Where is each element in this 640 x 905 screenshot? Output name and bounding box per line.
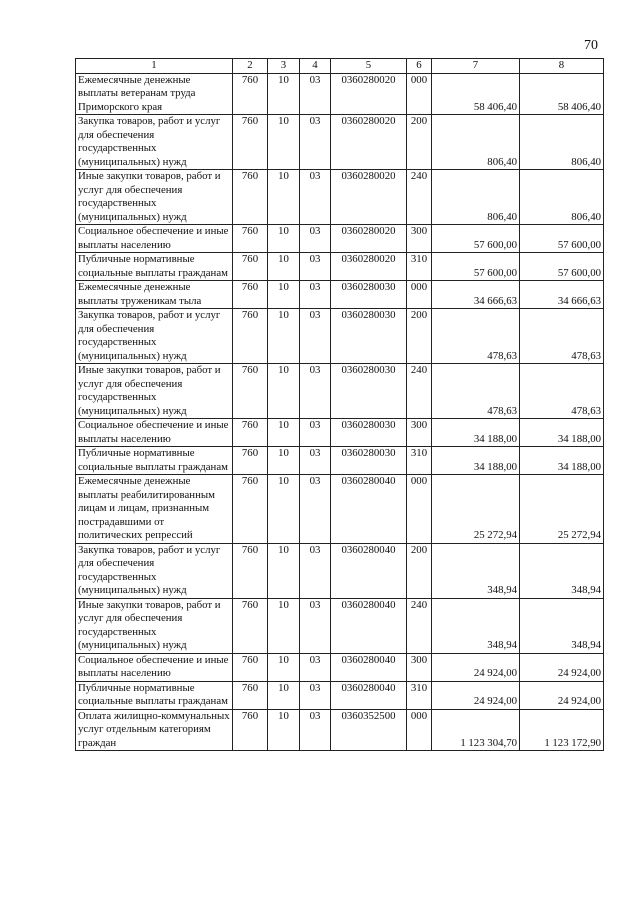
admin-code-cell: 760 — [233, 653, 268, 681]
amount-col-8-cell: 24 924,00 — [520, 681, 604, 709]
section-cell: 10 — [268, 364, 300, 419]
amount-col-7-cell: 348,94 — [432, 598, 520, 653]
target-article-cell: 0360352500 — [331, 709, 407, 751]
subsection-cell: 03 — [300, 253, 331, 281]
expense-type-cell: 310 — [407, 253, 432, 281]
amount-col-8-cell: 478,63 — [520, 309, 604, 364]
target-article-cell: 0360280020 — [331, 73, 407, 115]
target-article-cell: 0360280020 — [331, 115, 407, 170]
target-article-cell: 0360280020 — [331, 253, 407, 281]
expense-type-cell: 310 — [407, 447, 432, 475]
budget-table — [75, 58, 604, 751]
admin-code-cell: 760 — [233, 281, 268, 309]
item-name-cell: Ежемесячные денежные выплаты труженикам тыла — [76, 281, 233, 309]
table-row — [76, 681, 604, 709]
amount-col-8-cell: 806,40 — [520, 170, 604, 225]
target-article-cell: 0360280030 — [331, 309, 407, 364]
table-header-row — [76, 59, 604, 74]
item-name-cell: Иные закупки товаров, работ и услуг для обеспечения государственных (муниципальных) нужд — [76, 598, 233, 653]
expense-type-cell: 240 — [407, 598, 432, 653]
subsection-cell: 03 — [300, 281, 331, 309]
amount-col-7-cell: 34 188,00 — [432, 419, 520, 447]
target-article-cell: 0360280040 — [331, 543, 407, 598]
table-row — [76, 364, 604, 419]
target-article-cell: 0360280030 — [331, 364, 407, 419]
admin-code-cell: 760 — [233, 447, 268, 475]
item-name-cell: Иные закупки товаров, работ и услуг для обеспечения государственных (муниципальных) нужд — [76, 364, 233, 419]
section-cell: 10 — [268, 653, 300, 681]
subsection-cell: 03 — [300, 475, 331, 544]
amount-col-7-cell: 806,40 — [432, 170, 520, 225]
admin-code-cell: 760 — [233, 115, 268, 170]
table-row — [76, 419, 604, 447]
target-article-cell: 0360280020 — [331, 170, 407, 225]
amount-col-8-cell: 34 188,00 — [520, 419, 604, 447]
expense-type-cell: 300 — [407, 419, 432, 447]
header-col-3: 3 — [268, 59, 300, 74]
section-cell: 10 — [268, 309, 300, 364]
subsection-cell: 03 — [300, 681, 331, 709]
table-row — [76, 598, 604, 653]
item-name-cell: Социальное обеспечение и иные выплаты населению — [76, 419, 233, 447]
header-col-7: 7 — [432, 59, 520, 74]
admin-code-cell: 760 — [233, 475, 268, 544]
amount-col-8-cell: 806,40 — [520, 115, 604, 170]
amount-col-7-cell: 58 406,40 — [432, 73, 520, 115]
subsection-cell: 03 — [300, 653, 331, 681]
target-article-cell: 0360280030 — [331, 419, 407, 447]
target-article-cell: 0360280030 — [331, 281, 407, 309]
section-cell: 10 — [268, 281, 300, 309]
expense-type-cell: 240 — [407, 170, 432, 225]
amount-col-8-cell: 478,63 — [520, 364, 604, 419]
subsection-cell: 03 — [300, 709, 331, 751]
admin-code-cell: 760 — [233, 598, 268, 653]
amount-col-7-cell: 478,63 — [432, 309, 520, 364]
item-name-cell: Публичные нормативные социальные выплаты гражданам — [76, 253, 233, 281]
admin-code-cell: 760 — [233, 419, 268, 447]
expense-type-cell: 300 — [407, 653, 432, 681]
section-cell: 10 — [268, 115, 300, 170]
table-row — [76, 73, 604, 115]
header-col-4: 4 — [300, 59, 331, 74]
expense-type-cell: 000 — [407, 281, 432, 309]
item-name-cell: Публичные нормативные социальные выплаты гражданам — [76, 447, 233, 475]
item-name-cell: Публичные нормативные социальные выплаты гражданам — [76, 681, 233, 709]
amount-col-7-cell: 34 666,63 — [432, 281, 520, 309]
target-article-cell: 0360280040 — [331, 653, 407, 681]
expense-type-cell: 200 — [407, 115, 432, 170]
table-row — [76, 253, 604, 281]
item-name-cell: Закупка товаров, работ и услуг для обеспечения государственных (муниципальных) нужд — [76, 543, 233, 598]
expense-type-cell: 000 — [407, 475, 432, 544]
amount-col-7-cell: 57 600,00 — [432, 253, 520, 281]
subsection-cell: 03 — [300, 73, 331, 115]
amount-col-8-cell: 34 188,00 — [520, 447, 604, 475]
amount-col-8-cell: 34 666,63 — [520, 281, 604, 309]
section-cell: 10 — [268, 73, 300, 115]
target-article-cell: 0360280020 — [331, 225, 407, 253]
amount-col-7-cell: 1 123 304,70 — [432, 709, 520, 751]
expense-type-cell: 300 — [407, 225, 432, 253]
table-row — [76, 709, 604, 751]
expense-type-cell: 200 — [407, 543, 432, 598]
subsection-cell: 03 — [300, 115, 331, 170]
target-article-cell: 0360280040 — [331, 598, 407, 653]
amount-col-7-cell: 25 272,94 — [432, 475, 520, 544]
table-row — [76, 281, 604, 309]
admin-code-cell: 760 — [233, 73, 268, 115]
target-article-cell: 0360280040 — [331, 475, 407, 544]
header-col-5: 5 — [331, 59, 407, 74]
amount-col-7-cell: 24 924,00 — [432, 653, 520, 681]
admin-code-cell: 760 — [233, 225, 268, 253]
subsection-cell: 03 — [300, 447, 331, 475]
item-name-cell: Закупка товаров, работ и услуг для обеспечения государственных (муниципальных) нужд — [76, 309, 233, 364]
table-row — [76, 475, 604, 544]
subsection-cell: 03 — [300, 543, 331, 598]
table-row — [76, 653, 604, 681]
amount-col-8-cell: 58 406,40 — [520, 73, 604, 115]
amount-col-8-cell: 25 272,94 — [520, 475, 604, 544]
amount-col-8-cell: 57 600,00 — [520, 225, 604, 253]
expense-type-cell: 000 — [407, 709, 432, 751]
subsection-cell: 03 — [300, 364, 331, 419]
header-col-2: 2 — [233, 59, 268, 74]
section-cell: 10 — [268, 543, 300, 598]
section-cell: 10 — [268, 447, 300, 475]
header-col-1: 1 — [76, 59, 233, 74]
amount-col-7-cell: 478,63 — [432, 364, 520, 419]
page-number: 70 — [584, 38, 598, 53]
admin-code-cell: 760 — [233, 253, 268, 281]
table-row — [76, 115, 604, 170]
section-cell: 10 — [268, 709, 300, 751]
amount-col-8-cell: 1 123 172,90 — [520, 709, 604, 751]
table-row — [76, 447, 604, 475]
amount-col-7-cell: 24 924,00 — [432, 681, 520, 709]
admin-code-cell: 760 — [233, 309, 268, 364]
expense-type-cell: 000 — [407, 73, 432, 115]
section-cell: 10 — [268, 598, 300, 653]
header-col-6: 6 — [407, 59, 432, 74]
section-cell: 10 — [268, 170, 300, 225]
section-cell: 10 — [268, 419, 300, 447]
target-article-cell: 0360280030 — [331, 447, 407, 475]
table-row — [76, 543, 604, 598]
admin-code-cell: 760 — [233, 709, 268, 751]
admin-code-cell: 760 — [233, 170, 268, 225]
section-cell: 10 — [268, 681, 300, 709]
item-name-cell: Ежемесячные денежные выплаты ветеранам труда Приморского края — [76, 73, 233, 115]
expense-type-cell: 240 — [407, 364, 432, 419]
item-name-cell: Иные закупки товаров, работ и услуг для обеспечения государственных (муниципальных) нужд — [76, 170, 233, 225]
amount-col-7-cell: 57 600,00 — [432, 225, 520, 253]
item-name-cell: Социальное обеспечение и иные выплаты населению — [76, 653, 233, 681]
subsection-cell: 03 — [300, 225, 331, 253]
amount-col-8-cell: 348,94 — [520, 543, 604, 598]
header-col-8: 8 — [520, 59, 604, 74]
item-name-cell: Ежемесячные денежные выплаты реабилитированным лицам и лицам, признанным пострадавшими от политических репрессий — [76, 475, 233, 544]
admin-code-cell: 760 — [233, 543, 268, 598]
expense-type-cell: 200 — [407, 309, 432, 364]
item-name-cell: Социальное обеспечение и иные выплаты населению — [76, 225, 233, 253]
table-row — [76, 225, 604, 253]
subsection-cell: 03 — [300, 170, 331, 225]
subsection-cell: 03 — [300, 419, 331, 447]
section-cell: 10 — [268, 253, 300, 281]
admin-code-cell: 760 — [233, 364, 268, 419]
section-cell: 10 — [268, 225, 300, 253]
expense-type-cell: 310 — [407, 681, 432, 709]
section-cell: 10 — [268, 475, 300, 544]
amount-col-7-cell: 806,40 — [432, 115, 520, 170]
amount-col-8-cell: 24 924,00 — [520, 653, 604, 681]
target-article-cell: 0360280040 — [331, 681, 407, 709]
amount-col-7-cell: 34 188,00 — [432, 447, 520, 475]
subsection-cell: 03 — [300, 598, 331, 653]
item-name-cell: Закупка товаров, работ и услуг для обеспечения государственных (муниципальных) нужд — [76, 115, 233, 170]
admin-code-cell: 760 — [233, 681, 268, 709]
subsection-cell: 03 — [300, 309, 331, 364]
amount-col-8-cell: 348,94 — [520, 598, 604, 653]
table-row — [76, 170, 604, 225]
item-name-cell: Оплата жилищно-коммунальных услуг отдельным категориям граждан — [76, 709, 233, 751]
table-row — [76, 309, 604, 364]
amount-col-8-cell: 57 600,00 — [520, 253, 604, 281]
amount-col-7-cell: 348,94 — [432, 543, 520, 598]
